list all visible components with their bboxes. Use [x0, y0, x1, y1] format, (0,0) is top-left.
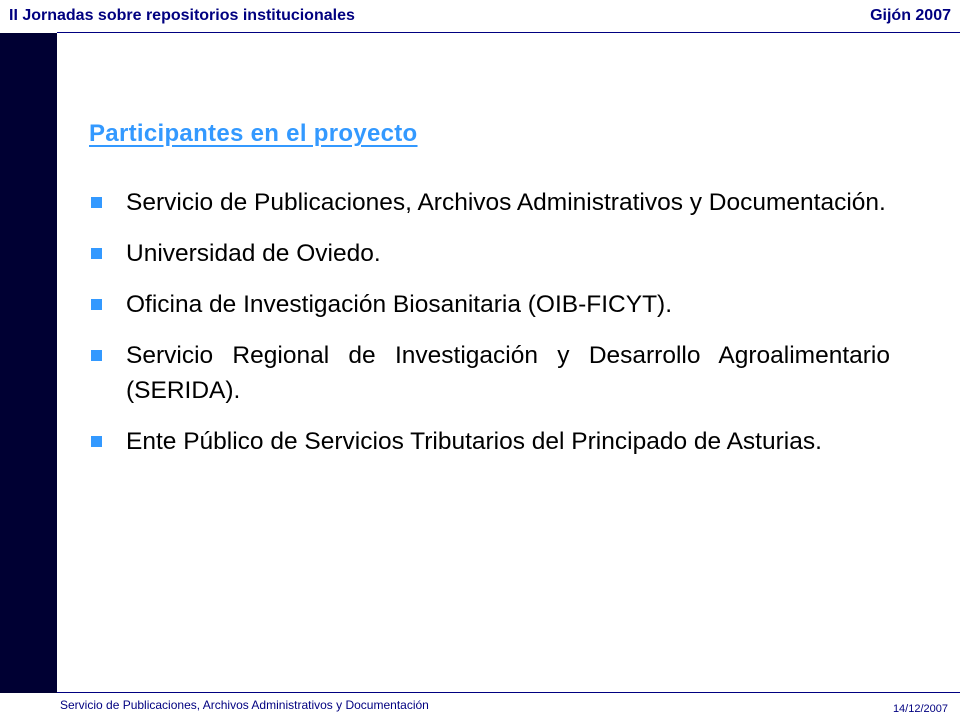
square-bullet-icon [91, 299, 102, 310]
header-location-year: Gijón 2007 [870, 7, 951, 24]
list-item [90, 236, 890, 271]
footer-date: 14/12/2007 [892, 703, 948, 715]
participants-list [90, 185, 890, 475]
square-bullet-icon [91, 436, 102, 447]
square-bullet-icon [91, 197, 102, 208]
square-bullet-icon [91, 350, 102, 361]
header-divider [57, 32, 960, 33]
square-bullet-icon [91, 248, 102, 259]
footer-divider [57, 692, 960, 693]
header-title: II Jornadas sobre repositorios institucionales [9, 7, 355, 24]
list-item-text: Universidad de Oviedo. [126, 240, 381, 267]
list-item [90, 287, 890, 322]
list-item-text: Ente Público de Servicios Tributarios del Principado de Asturias. [126, 428, 822, 455]
list-item-text: Servicio de Publicaciones, Archivos Administrativos y Documentación. [126, 189, 886, 216]
list-item-text: Servicio Regional de Investigación y Desarrollo Agroalimentario (SERIDA). [126, 342, 890, 404]
footer-organization: Servicio de Publicaciones, Archivos Administrativos y Documentación [60, 698, 429, 712]
left-decorative-band [0, 33, 57, 693]
list-item [90, 185, 890, 220]
list-item [90, 424, 890, 459]
list-item [90, 338, 890, 408]
list-item-text: Oficina de Investigación Biosanitaria (OIB-FICYT). [126, 291, 673, 318]
slide-heading-link[interactable]: Participantes en el proyecto [89, 120, 418, 147]
